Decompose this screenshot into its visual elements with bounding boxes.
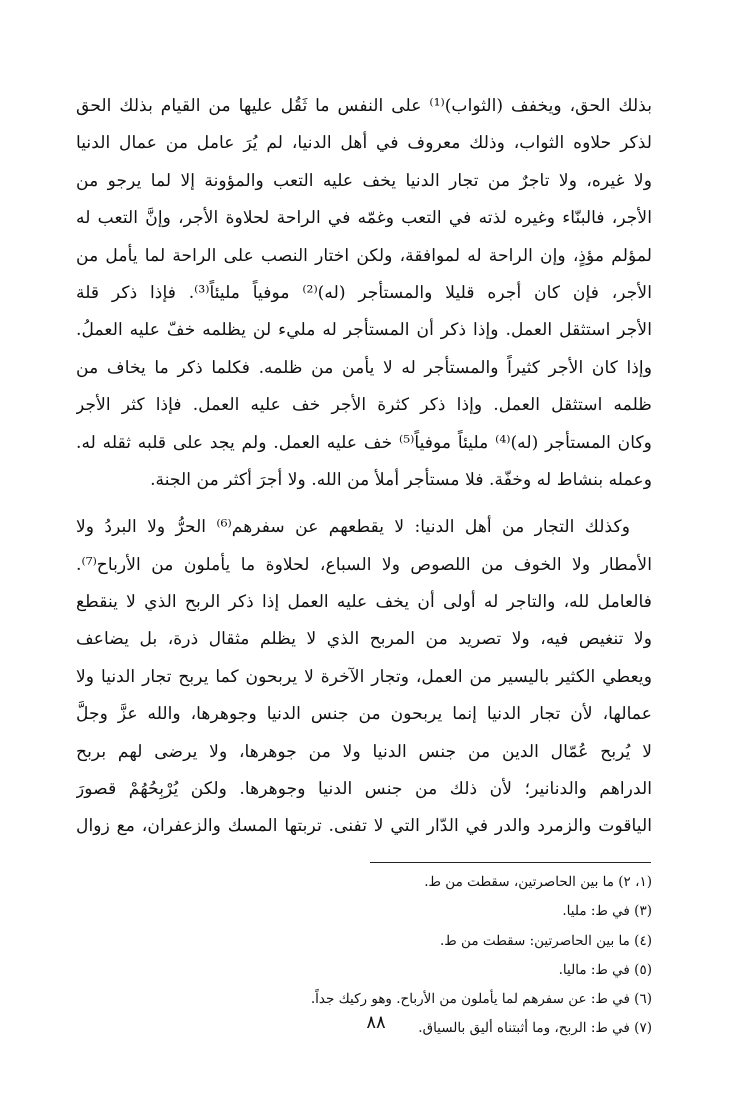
text-line: وإذا كان الأجر كثيراً والمستأجر له لا يأمن من ظلمه. فكلما ذكر ما يخاف من — [76, 357, 652, 378]
text-line: وعمله بنشاط له وخفّة. فلا مستأجر أملأ من الله. ولا أجرَ أكثر من الجنة. — [150, 469, 652, 490]
body-text — [76, 88, 652, 846]
text-line: لذكر حلاوه الثواب، وذلك معروف في أهل الدنيا، لم يُرَ عامل من عمال الدنيا — [76, 133, 652, 154]
text-line: فالعامل لله، والتاجر له أولى أن يخف عليه العمل إذا ذكر الربح الذي لا ينقطع — [76, 592, 652, 613]
text-line: الياقوت والزمرد والدر في الدّار التي لا تفنى. تربتها المسك والزعفران، مع زوال — [76, 816, 652, 837]
footnote: (١، ٢) ما بين الحاصرتين، سقطت من ط. — [424, 874, 652, 890]
text-line: لمؤلم مؤذٍ، وإن الراحة له لموافقة، ولكن اختار النصب على الراحة لما يأمل من — [76, 245, 652, 266]
text-line: الأمطار ولا الخوف من اللصوص ولا السباع، لحلاوة ما يأملون من الأرباح⁽⁷⁾. — [76, 554, 652, 575]
text-line: الأجر استثقل العمل. وإذا ذكر أن المستأجر له مليء لن يظلمه خفّ عليه العملُ. — [76, 320, 652, 341]
paragraph-gap — [76, 499, 652, 509]
text-line: وكذلك التجار من أهل الدنيا: لا يقطعهم عن سفرهم⁽⁶⁾ الحرُّ ولا البردُ ولا — [76, 517, 630, 538]
footnote: (٣) في ط: مليا. — [562, 903, 652, 920]
text-line: عمالها، لأن تجار الدنيا إنما يربحون من جنس الدنيا وجوهرها، والله عزَّ وجلَّ — [76, 704, 652, 725]
text-line: بذلك الحق، ويخفف (الثواب)⁽¹⁾ على النفس ما ثَقُل عليها من القيام بذلك الحق — [76, 96, 652, 116]
text-line: لا يُربح عُمّال الدين من جنس الدنيا ولا من جوهرها، ولا يرضى لهم بربح — [76, 741, 652, 762]
text-line: ولا تنغيص فيه، ولا تصريد من المربح الذي لا يظلم مثقال ذرة، بل يضاعف — [76, 629, 652, 650]
text-line: الدراهم والدنانير؛ لأن ذلك من جنس الدنيا وجوهرها. ولكن يُرْبِحُهُمْ قصورَ — [76, 779, 652, 800]
footnote: (٦) في ط: عن سفرهم لما يأملون من الأرباح. وهو ركيك جداً. — [310, 991, 652, 1008]
text-line: الأجر، فالبنّاء وغيره لذته في التعب وغمّه في الراحة لحلاوة الأجر، وإنَّ التعب له — [76, 208, 652, 229]
text-line: ولا غيره، ولا تاجرٌ من تجار الدنيا يخف عليه التعب والمؤونة إلا لما يرجو من — [76, 170, 652, 191]
paragraph-2 — [76, 509, 652, 846]
text-line: وكان المستأجر (له)⁽⁴⁾ مليئاً موفياً⁽⁵⁾ خف عليه العمل. ولم يجد على قلبه ثقله له. — [76, 432, 652, 453]
text-line: ويعطي الكثير باليسير من العمل، وتجار الآخرة لا يربحون كما يربح تجار الدنيا ولا — [76, 666, 652, 687]
text-line: الأجر، فإن كان أجره قليلا والمستأجر (له)⁽²⁾ موفياً مليئاً⁽³⁾. فإذا ذكر قلة — [76, 282, 652, 303]
footnote: (٧) في ط: الربح، وما أثبتناه أليق بالسياق. — [418, 1020, 652, 1037]
footnote-separator — [370, 862, 651, 863]
paragraph-1 — [76, 88, 652, 499]
page-number: ٨٨ — [366, 1012, 386, 1033]
footnote: (٤) ما بين الحاصرتين: سقطت من ط. — [439, 932, 652, 949]
text-line: ظلمه استثقل العمل. وإذا ذكر كثرة الأجر خف عليه العمل. فإذا كثر الأجر — [76, 395, 652, 416]
footnote: (٥) في ط: ماليا. — [558, 961, 652, 978]
